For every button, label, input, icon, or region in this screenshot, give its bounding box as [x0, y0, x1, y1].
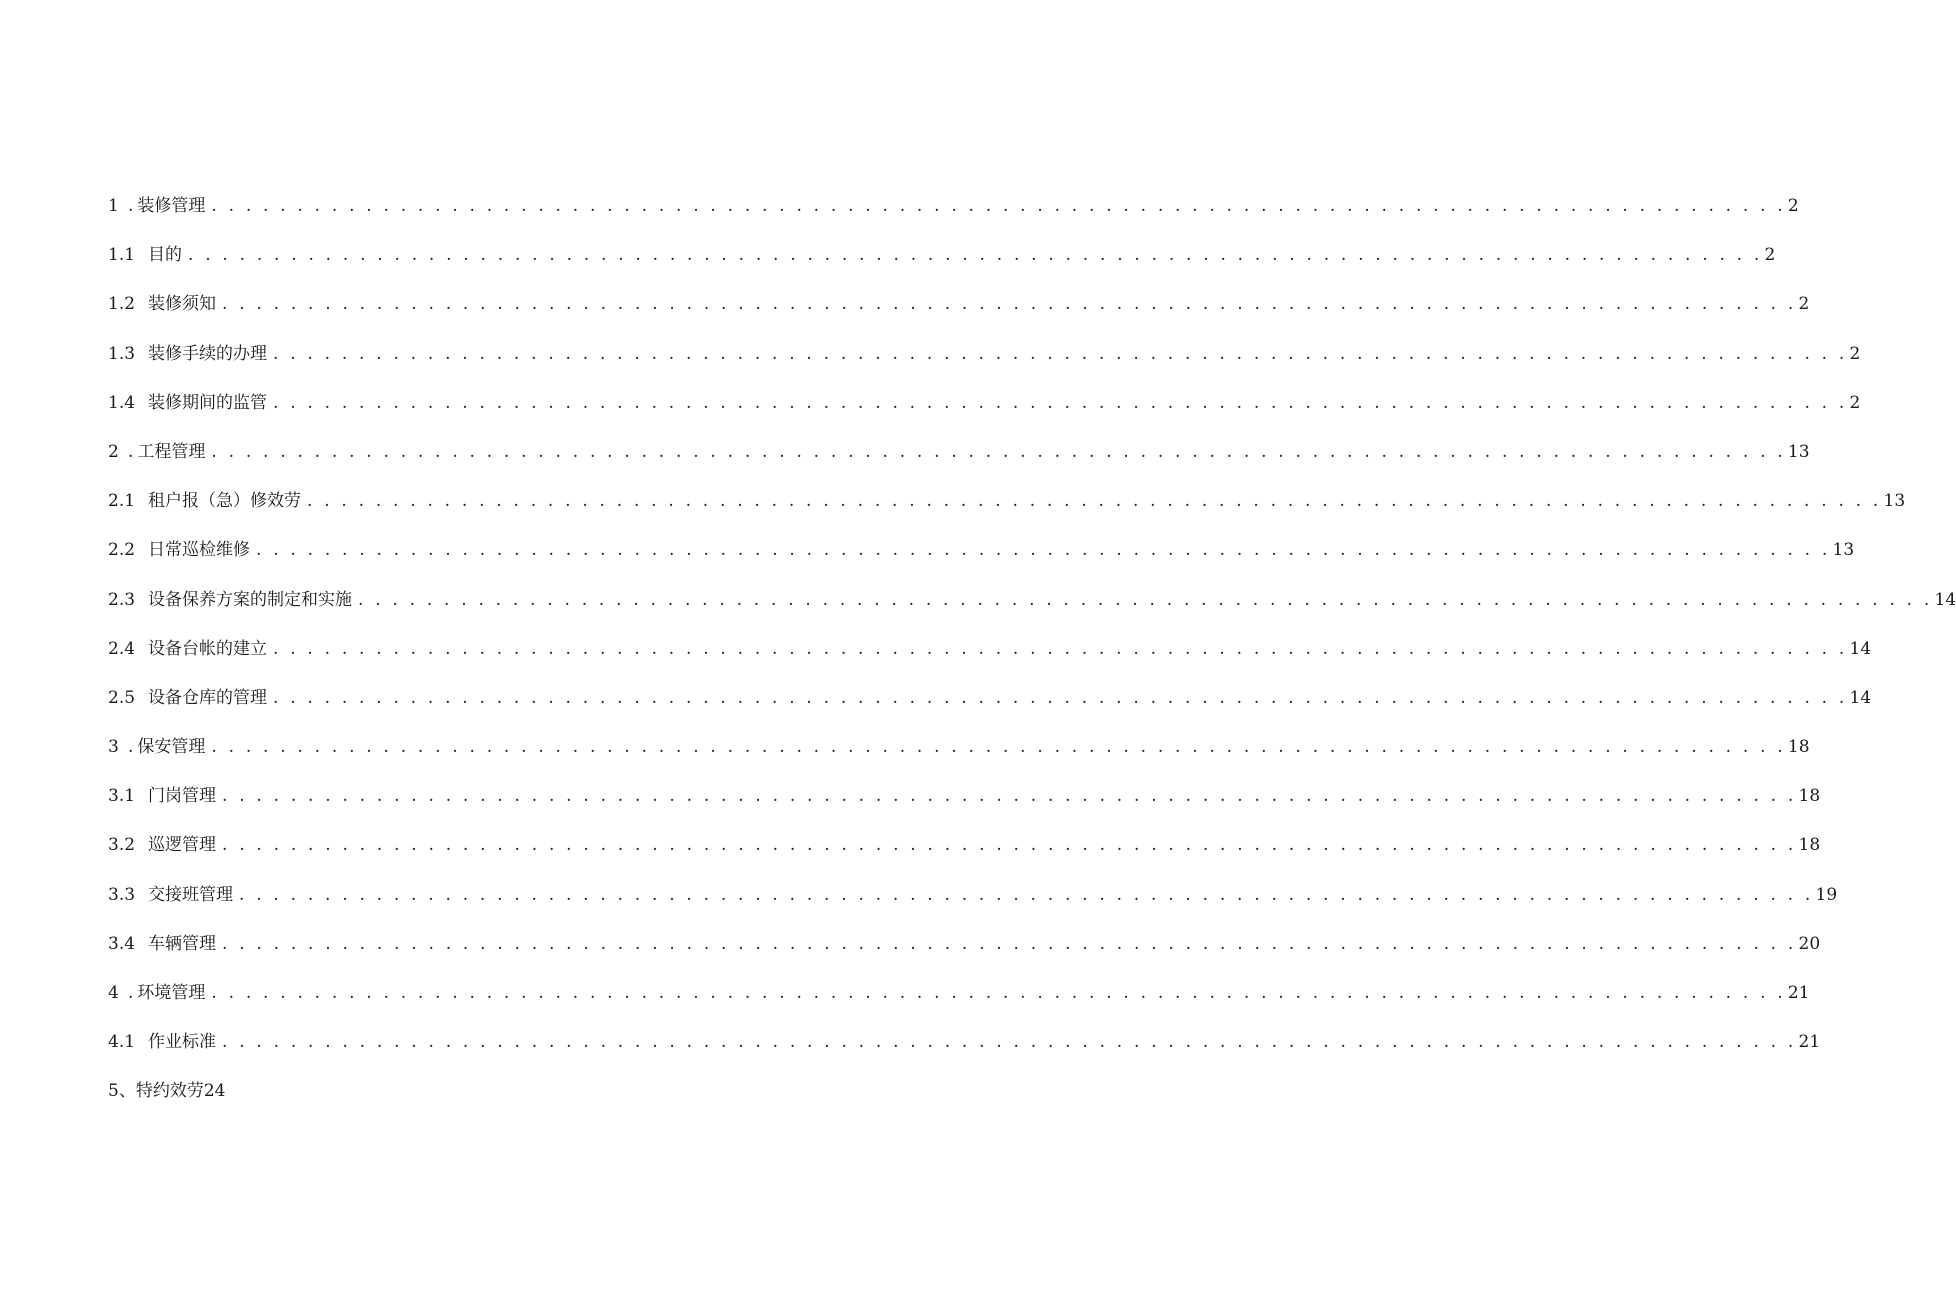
- toc-entry-number: 1.1: [108, 245, 136, 266]
- toc-entry-number: 2.4: [108, 638, 136, 659]
- dot-leader: . . . . . . . . . . . . . . . . . . . . . . . . . . . . . . . . . . . . . . . . . . . . . . . . . . . . . . . . . . . . . . . . . . . . . . . . . . . . . . . . . . . . . . . . . . . .: [211, 196, 1786, 216]
- toc-entry-title: 环境管理: [137, 983, 206, 1003]
- toc-entry-title: 装修期间的监管: [148, 392, 267, 413]
- dot-leader: . . . . . . . . . . . . . . . . . . . . . . . . . . . . . . . . . . . . . . . . . . . . . . . . . . . . . . . . . . . . . . . . . . . . . . . . . . . . . . . . . . . . . . . . . . . .: [222, 786, 1797, 807]
- toc-entry-page-number: 19: [1815, 884, 1838, 905]
- toc-entry-separator: .: [128, 737, 134, 758]
- toc-entry-page-number: 13: [1883, 491, 1906, 512]
- toc-entry-number: 4: [108, 983, 119, 1003]
- toc-entry-number: 2.3: [108, 589, 136, 610]
- toc-entry-title: 工程管理: [137, 441, 206, 462]
- toc-entry-number: 3.4: [108, 933, 136, 954]
- toc-entry-page-number: 14: [1849, 687, 1872, 708]
- toc-entry-number: 3.3: [108, 884, 136, 905]
- toc-entry[interactable]: [108, 245, 1776, 294]
- toc-entry-title: 设备保养方案的制定和实施: [148, 589, 352, 610]
- toc-entry-page-number: 13: [1787, 441, 1810, 462]
- toc-entry-title: 日常巡检维修: [148, 540, 250, 561]
- toc-entry-title: 设备台帐的建立: [148, 638, 267, 659]
- toc-entry-title: 保安管理: [137, 737, 206, 758]
- dot-leader: . . . . . . . . . . . . . . . . . . . . . . . . . . . . . . . . . . . . . . . . . . . . . . . . . . . . . . . . . . . . . . . . . . . . . . . . . . . . . . . . . . . . . . . . . . . .: [222, 835, 1797, 856]
- toc-entry-page-number: 13: [1832, 540, 1855, 561]
- toc-entry-special-service[interactable]: [108, 1081, 798, 1130]
- toc-entry-page-number: 2: [1787, 196, 1799, 216]
- toc-entry[interactable]: [108, 491, 1906, 540]
- toc-entry-title: 装修手续的办理: [148, 343, 267, 364]
- dot-leader: . . . . . . . . . . . . . . . . . . . . . . . . . . . . . . . . . . . . . . . . . . . . . . . . . . . . . . . . . . . . . . . . . . . . . . . . . . . . . . . . . . . . . . . . . . . .: [256, 540, 1831, 561]
- toc-entry-separator: .: [128, 983, 134, 1003]
- toc-entry-page-number: 18: [1787, 737, 1810, 758]
- toc-entry-page-number: 20: [1798, 933, 1821, 954]
- toc-entry-title: 租户报（急）修效劳: [148, 491, 301, 512]
- dot-leader: . . . . . . . . . . . . . . . . . . . . . . . . . . . . . . . . . . . . . . . . . . . . . . . . . . . . . . . . . . . . . . . . . . . . . . . . . . . . . . . . . . . . . . . . . . . .: [273, 687, 1848, 708]
- toc-entry-page-number: 2: [1764, 245, 1776, 266]
- toc-entry-number: 1: [108, 196, 119, 216]
- toc-entry-number: 2.1: [108, 491, 136, 512]
- dot-leader: . . . . . . . . . . . . . . . . . . . . . . . . . . . . . . . . . . . . . . . . . . . . . . . . . . . . . . . . . . . . . . . . . . . . . . . . . . . . . . . . . . . . . . . . . . . .: [222, 294, 1797, 315]
- toc-entry[interactable]: [108, 589, 1956, 639]
- toc-entry-number: 2: [108, 441, 119, 462]
- toc-entry-title: 车辆管理: [148, 933, 216, 954]
- toc-entry[interactable]: [108, 540, 1855, 589]
- dot-leader: . . . . . . . . . . . . . . . . . . . . . . . . . . . . . . . . . . . . . . . . . . . . . . . . . . . . . . . . . . . . . . . . . . . . . . . . . . . . . . . . . . . . . . . . . . . .: [222, 1032, 1797, 1053]
- toc-entry-number: 1.2: [108, 294, 136, 315]
- toc-entry[interactable]: [108, 983, 1810, 1032]
- dot-leader: . . . . . . . . . . . . . . . . . . . . . . . . . . . . . . . . . . . . . . . . . . . . . . . . . . . . . . . . . . . . . . . . . . . . . . . . . . . . . . . . . . . . . . . . . . . .: [239, 884, 1814, 905]
- toc-entry-number: 3: [108, 737, 119, 758]
- toc-entry-number: 3.2: [108, 835, 136, 856]
- toc-entry-number: 3.1: [108, 786, 136, 807]
- toc-entry-separator: .: [128, 196, 134, 216]
- toc-entry-number: 1.3: [108, 343, 136, 364]
- toc-entry-number: 2.5: [108, 687, 136, 708]
- toc-entry[interactable]: [108, 294, 1810, 343]
- toc-entry[interactable]: [108, 441, 1810, 491]
- toc-entry-page-number: 2: [1849, 392, 1861, 413]
- toc-entry[interactable]: [108, 638, 1872, 688]
- toc-entry[interactable]: [108, 933, 1821, 983]
- toc-entry[interactable]: [108, 786, 1821, 835]
- toc-entry-page-number: 21: [1787, 983, 1810, 1003]
- toc-entry[interactable]: [108, 884, 1838, 934]
- toc-entry-title: 装修须知: [148, 294, 216, 315]
- toc-entry-title: 作业标准: [148, 1032, 216, 1053]
- toc-entry-title: 门岗管理: [148, 786, 216, 807]
- toc-entry[interactable]: [108, 737, 1810, 786]
- dot-leader: . . . . . . . . . . . . . . . . . . . . . . . . . . . . . . . . . . . . . . . . . . . . . . . . . . . . . . . . . . . . . . . . . . . . . . . . . . . . . . . . . . . . . . . . . . . .: [358, 589, 1933, 610]
- dot-leader: . . . . . . . . . . . . . . . . . . . . . . . . . . . . . . . . . . . . . . . . . . . . . . . . . . . . . . . . . . . . . . . . . . . . . . . . . . . . . . . . . . . . . . . . . . . .: [273, 343, 1848, 364]
- toc-entry-number: 4.1: [108, 1032, 136, 1053]
- toc-entry-page-number: 21: [1798, 1032, 1821, 1053]
- toc-entry-title: 装修管理: [137, 196, 206, 216]
- toc-entry[interactable]: [108, 343, 1861, 393]
- toc-entry-page-number: 18: [1798, 835, 1821, 856]
- toc-entry[interactable]: [108, 392, 1861, 442]
- dot-leader: . . . . . . . . . . . . . . . . . . . . . . . . . . . . . . . . . . . . . . . . . . . . . . . . . . . . . . . . . . . . . . . . . . . . . . . . . . . . . . . . . . . . . . . . . . . .: [307, 491, 1882, 512]
- dot-leader: . . . . . . . . . . . . . . . . . . . . . . . . . . . . . . . . . . . . . . . . . . . . . . . . . . . . . . . . . . . . . . . . . . . . . . . . . . . . . . . . . . . . . . . . . . . .: [211, 441, 1786, 462]
- dot-leader: . . . . . . . . . . . . . . . . . . . . . . . . . . . . . . . . . . . . . . . . . . . . . . . . . . . . . . . . . . . . . . . . . . . . . . . . . . . . . . . . . . . . . . . . . . . .: [273, 392, 1848, 413]
- toc-entry[interactable]: [108, 196, 1799, 245]
- dot-leader: . . . . . . . . . . . . . . . . . . . . . . . . . . . . . . . . . . . . . . . . . . . . . . . . . . . . . . . . . . . . . . . . . . . . . . . . . . . . . . . . . . . . . . . . . . . .: [211, 737, 1786, 758]
- toc-entry-page-number: 2: [1849, 343, 1861, 364]
- toc-entry-number: 2.2: [108, 540, 136, 561]
- dot-leader: . . . . . . . . . . . . . . . . . . . . . . . . . . . . . . . . . . . . . . . . . . . . . . . . . . . . . . . . . . . . . . . . . . . . . . . . . . . . . . . . . . . . . . . . . . . .: [188, 245, 1763, 266]
- toc-entry-title: 巡逻管理: [148, 835, 216, 856]
- toc-entry-page-number: 18: [1798, 786, 1821, 807]
- toc-entry-title: 5、特约效劳24: [108, 1081, 226, 1102]
- toc-entry-separator: .: [128, 441, 134, 462]
- toc-entry-number: 1.4: [108, 392, 136, 413]
- dot-leader: . . . . . . . . . . . . . . . . . . . . . . . . . . . . . . . . . . . . . . . . . . . . . . . . . . . . . . . . . . . . . . . . . . . . . . . . . . . . . . . . . . . . . . . . . . . .: [211, 983, 1786, 1003]
- table-of-contents: [108, 196, 1956, 1131]
- dot-leader: . . . . . . . . . . . . . . . . . . . . . . . . . . . . . . . . . . . . . . . . . . . . . . . . . . . . . . . . . . . . . . . . . . . . . . . . . . . . . . . . . . . . . . . . . . . .: [222, 933, 1797, 954]
- toc-entry-page-number: 14: [1849, 638, 1872, 659]
- toc-entry-page-number: 14: [1934, 589, 1956, 610]
- dot-leader: . . . . . . . . . . . . . . . . . . . . . . . . . . . . . . . . . . . . . . . . . . . . . . . . . . . . . . . . . . . . . . . . . . . . . . . . . . . . . . . . . . . . . . . . . . . .: [273, 638, 1848, 659]
- toc-entry-title: 设备仓库的管理: [148, 687, 267, 708]
- toc-entry-page-number: 2: [1798, 294, 1810, 315]
- toc-entry[interactable]: [108, 1032, 1821, 1081]
- toc-entry-title: 交接班管理: [148, 884, 233, 905]
- toc-entry[interactable]: [108, 687, 1872, 737]
- toc-entry-title: 目的: [148, 245, 182, 266]
- toc-entry[interactable]: [108, 835, 1821, 884]
